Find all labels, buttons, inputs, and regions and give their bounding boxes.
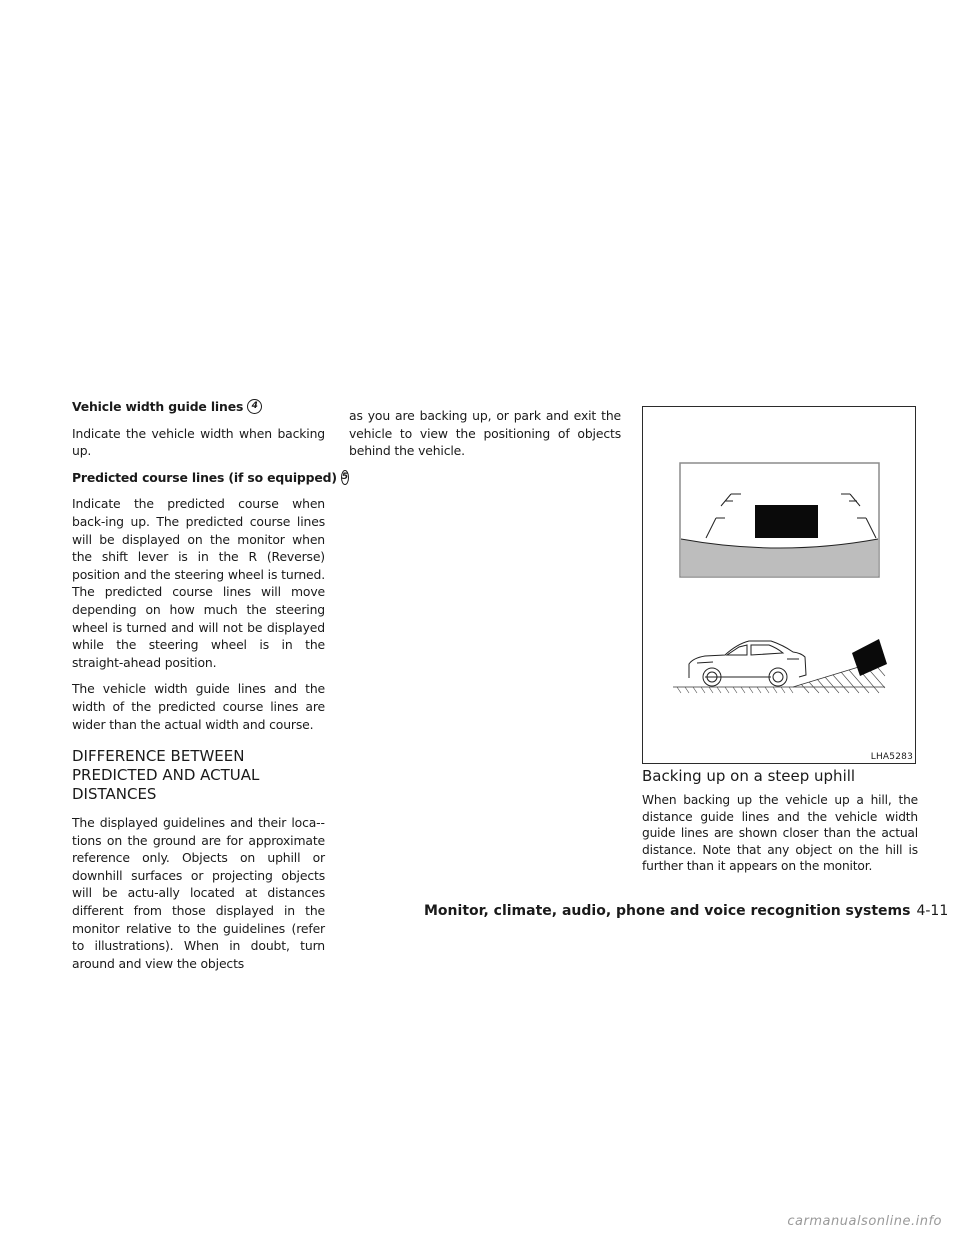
callout-number-4: 4 [247,399,262,414]
car-side-view [689,641,806,686]
paragraph: Indicate the predicted course when back-ing up. The predicted course lines will be displayed on the monitor when the shift lever is in the R (Reverse) position and the steering wheel is turned. The predicted course lines will move depending on how much the steering wheel is turned and will not be displayed while the steering wheel is in the straight-ahead position. [72,496,325,670]
paragraph: The vehicle width guide lines and the width of the predicted course lines are wider than the actual width and course. [72,681,325,732]
watermark: carmanualsonline.info [787,1214,942,1229]
middle-column [349,407,621,469]
left-column [72,398,348,981]
paragraph: Indicate the vehicle width when backing up. [72,425,325,459]
illustration-steep-uphill [642,406,916,764]
figure-label: LHA5283 [870,752,913,762]
right-column [642,792,918,884]
callout-number-5: 5 [341,470,349,485]
page-footer [424,902,949,920]
object-on-hill [852,639,887,676]
footer-section-title: Monitor, climate, audio, phone and voice recognition systems [424,903,911,919]
object-on-screen [755,505,818,538]
paragraph: The displayed guidelines and their loca-tions on the ground are for approximate reference only. Objects on uphill or downhill surfaces or projecting objects will be actu-ally located at distances different from those displayed in the monitor relative to the guidelines (refer to illustrations). When in doubt, turn around and view the objects [72,815,325,971]
subheading-text: Vehicle width guide lines [72,399,244,414]
illustration-drawing [643,407,915,763]
subheading-vehicle-width-guide-lines [72,398,325,416]
subheading-text: Predicted course lines (if so equipped) [72,469,337,485]
page-number: 4-11 [916,903,949,919]
section-title: DIFFERENCE BETWEEN PREDICTED AND ACTUAL DISTANCES [72,747,260,804]
paragraph: as you are backing up, or park and exit the vehicle to view the positioning of objects behind the vehicle. [349,408,621,459]
paragraph: When backing up the vehicle up a hill, the distance guide lines and the vehicle width guide lines are shown closer than the actual distance. Note that any object on the hill is further than it appears on the monitor. [642,793,918,874]
subsection-title: Backing up on a steep uphill [642,767,856,785]
subheading-predicted-course-lines [72,469,348,487]
